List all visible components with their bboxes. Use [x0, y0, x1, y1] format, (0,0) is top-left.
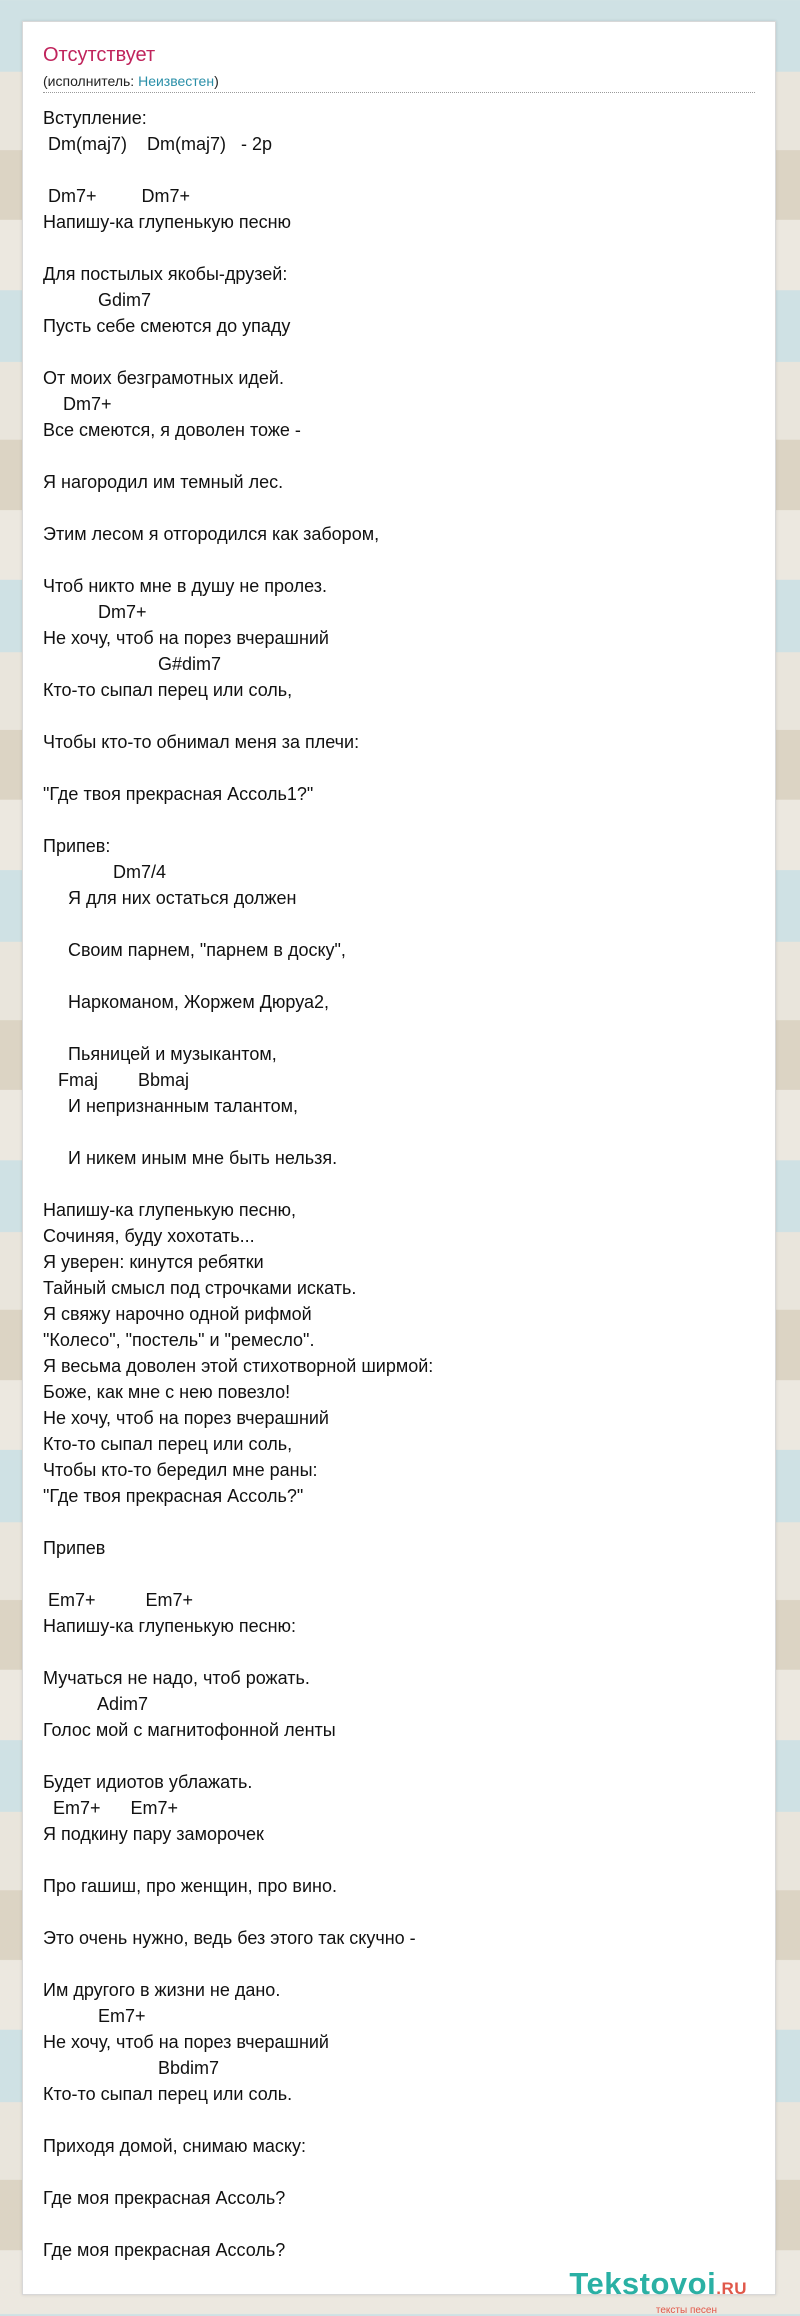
lyric-line [43, 1847, 433, 1873]
lyric-line: Кто-то сыпал перец или соль. [43, 2084, 293, 2104]
lyrics-body [43, 105, 433, 2263]
lyric-line: Это очень нужно, ведь без этого так скучно - [43, 1928, 416, 1948]
divider [43, 92, 755, 93]
lyric-line [43, 2107, 433, 2133]
lyric-line: Для постылых якобы-друзей: [43, 264, 288, 284]
lyric-line [43, 703, 433, 729]
lyric-line [43, 339, 433, 365]
lyric-line: Em7+ Em7+ [43, 1798, 179, 1818]
lyric-line: Пусть себе смеются до упаду [43, 316, 291, 336]
lyric-line: Где моя прекрасная Ассоль? [43, 2188, 286, 2208]
logo-tld: .RU [716, 2279, 747, 2298]
lyric-line: Мучаться не надо, чтоб рожать. [43, 1668, 310, 1688]
lyric-line: Где моя прекрасная Ассоль? [43, 2240, 286, 2260]
lyric-line [43, 1119, 433, 1145]
lyric-line: Кто-то сыпал перец или соль, [43, 1434, 293, 1454]
lyric-line: Dm7+ [43, 394, 112, 414]
lyric-line: Напишу-ка глупенькую песню, [43, 1200, 297, 1220]
lyric-line: Своим парнем, "парнем в доску", [43, 940, 346, 960]
lyric-line: Боже, как мне с нею повезло! [43, 1382, 291, 1402]
lyric-line: Я нагородил им темный лес. [43, 472, 284, 492]
lyric-line: Fmaj Bbmaj [43, 1070, 190, 1090]
lyric-line: "Колесо", "постель" и "ремесло". [43, 1330, 315, 1350]
lyric-line [43, 443, 433, 469]
lyric-line: Этим лесом я отгородился как забором, [43, 524, 380, 544]
lyric-line [43, 1639, 433, 1665]
lyric-line: Голос мой с магнитофонной ленты [43, 1720, 336, 1740]
lyric-line: Все смеются, я доволен тоже - [43, 420, 301, 440]
lyric-line: Я для них остаться должен [43, 888, 297, 908]
lyric-line [43, 157, 433, 183]
lyric-line: Сочиняя, буду хохотать... [43, 1226, 255, 1246]
lyric-line: Я свяжу нарочно одной рифмой [43, 1304, 312, 1324]
lyric-line: Напишу-ка глупенькую песню: [43, 1616, 297, 1636]
logo-tagline: тексты песен [655, 2305, 717, 2316]
lyric-line: Не хочу, чтоб на порез вчерашний [43, 2032, 329, 2052]
logo-main-text: Tekstovoi [569, 2266, 717, 2301]
lyric-line: Чтобы кто-то бередил мне раны: [43, 1460, 318, 1480]
lyric-line [43, 1509, 433, 1535]
lyric-line: Припев: [43, 836, 111, 856]
lyric-line: Gdim7 [43, 290, 152, 310]
lyric-line: Я подкину пару заморочек [43, 1824, 264, 1844]
lyric-line: Пьяницей и музыкантом, [43, 1044, 277, 1064]
lyric-line [43, 755, 433, 781]
lyric-line [43, 911, 433, 937]
lyric-line: Вступление: [43, 108, 147, 128]
lyric-line: Я весьма доволен этой стихотворной ширмой: [43, 1356, 434, 1376]
lyric-line: Не хочу, чтоб на порез вчерашний [43, 1408, 329, 1428]
lyric-line: Не хочу, чтоб на порез вчерашний [43, 628, 329, 648]
lyric-line [43, 235, 433, 261]
site-logo[interactable] [569, 2268, 747, 2316]
lyric-line [43, 807, 433, 833]
artist-prefix: (исполнитель: [43, 73, 139, 89]
lyric-line: И никем иным мне быть нельзя. [43, 1148, 338, 1168]
lyric-line [43, 1743, 433, 1769]
lyric-line: Тайный смысл под строчками искать. [43, 1278, 357, 1298]
lyric-line: "Где твоя прекрасная Ассоль?" [43, 1486, 304, 1506]
artist-suffix: ) [214, 73, 219, 89]
lyric-line: Чтобы кто-то обнимал меня за плечи: [43, 732, 360, 752]
lyric-line [43, 1171, 433, 1197]
lyric-line: Dm7+ Dm7+ [43, 186, 191, 206]
lyric-line: "Где твоя прекрасная Ассоль1?" [43, 784, 314, 804]
lyric-line: Наркоманом, Жоржем Дюруа2, [43, 992, 330, 1012]
lyric-line: Dm7+ [43, 602, 147, 622]
lyric-line: Adim7 [43, 1694, 149, 1714]
song-title: Отсутствует [43, 44, 156, 66]
lyric-line: Кто-то сыпал перец или соль, [43, 680, 293, 700]
lyric-line: Dm(maj7) Dm(maj7) - 2р [43, 134, 273, 154]
lyric-line: И непризнанным талантом, [43, 1096, 299, 1116]
lyric-line: Напишу-ка глупенькую песню [43, 212, 292, 232]
lyric-line [43, 2211, 433, 2237]
lyric-line: Чтоб никто мне в душу не пролез. [43, 576, 328, 596]
lyric-line [43, 495, 433, 521]
lyric-line: Em7+ [43, 2006, 146, 2026]
lyric-line [43, 1561, 433, 1587]
lyric-line: Bbdim7 [43, 2058, 220, 2078]
lyric-line: Припев [43, 1538, 106, 1558]
lyric-line: Будет идиотов ублажать. [43, 1772, 253, 1792]
lyric-line: От моих безграмотных идей. [43, 368, 284, 388]
artist-line [43, 73, 219, 89]
lyric-line: Я уверен: кинутся ребятки [43, 1252, 264, 1272]
lyric-line: Приходя домой, снимаю маску: [43, 2136, 306, 2156]
lyric-line: Про гашиш, про женщин, про вино. [43, 1876, 337, 1896]
lyric-line [43, 1015, 433, 1041]
logo-wordmark [569, 2268, 747, 2304]
lyric-line [43, 547, 433, 573]
artist-link[interactable]: Неизвестен [138, 73, 215, 89]
lyrics-card [22, 21, 776, 2316]
lyric-line: Им другого в жизни не дано. [43, 1980, 281, 2000]
lyric-line [43, 1899, 433, 1925]
lyric-line [43, 1951, 433, 1977]
lyric-line [43, 963, 433, 989]
lyric-line: Dm7/4 [43, 862, 167, 882]
lyric-line [43, 2159, 433, 2185]
lyric-line: Em7+ Em7+ [43, 1590, 194, 1610]
lyric-line: G#dim7 [43, 654, 222, 674]
